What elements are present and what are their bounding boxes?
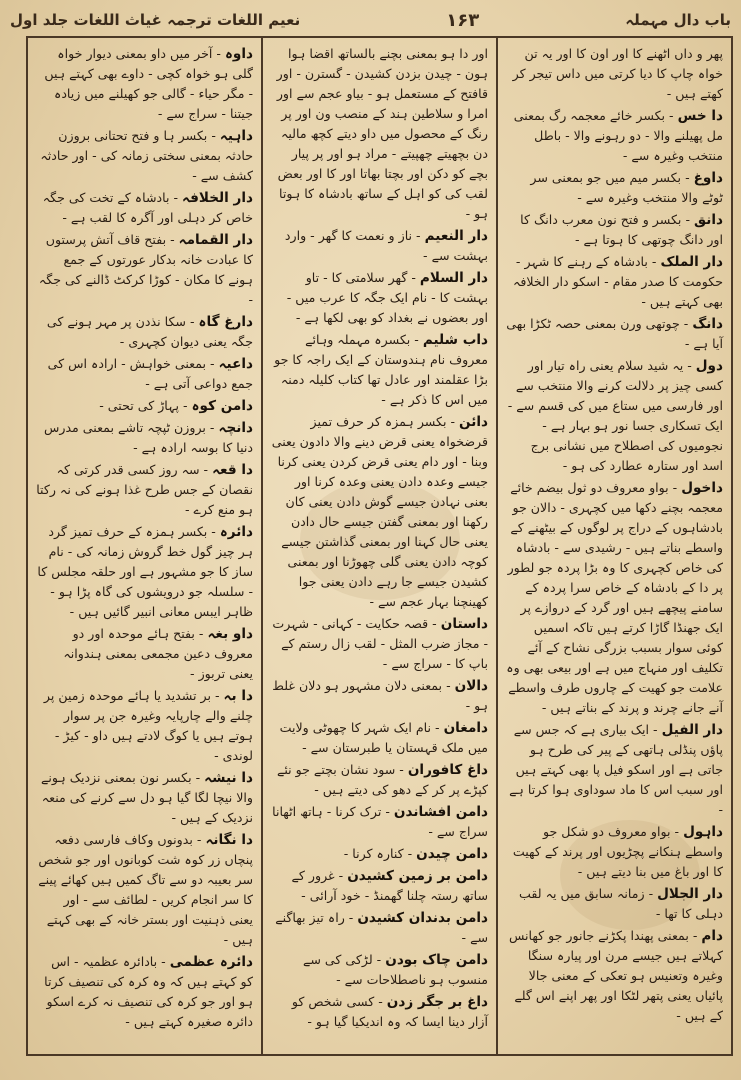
entry-headword: دائرہ عظمی (169, 954, 253, 970)
entry-definition: - نام ایک شہر کا چھوٹی ولایت میں ملک قہستان یا طبرستان سے - (279, 720, 488, 755)
entry-definition: - بفتح قاف آتش پرستوں کا عبادت خانہ بدکار عورتوں کے جمع ہونے کا مکان - کوڑا کرکٹ ڈالنے کی جگہ - (38, 232, 253, 307)
entry-headword: دارغ گاہ (198, 314, 253, 330)
column-middle (261, 38, 496, 1054)
dictionary-entry (506, 252, 723, 312)
entry-headword: داب شلیم (422, 332, 488, 348)
entry-headword: دامن چاک بودن (385, 952, 488, 968)
header-chapter: باب دال مہملہ (625, 11, 731, 29)
entry-definition: - بمعنی خواہش - ارادہ اس کی جمع دواعی آتی ہے - (47, 356, 253, 391)
entry-definition: - زمانہ سابق میں یہ لقب دہلی کا تھا - (519, 886, 723, 921)
entry-definition: - بکسر ہمزہ کے حرف تمیز گرد ہر چیز گول خط گروش زمانہ کی - نام ساز کا جو مشہور ہے اور حلقہ مجلس کا - سلسلہ جو درویشوں کی گاہ پڑا ہو - ظاہر ایبس معانی انبیر گائیں ہیں - (37, 524, 253, 619)
entry-definition: - بدونوں وکاف فارسی دفعہ پنچاں زر کوہ شت کوبانوں اور جو شخص سر بعیبہ دو سے تاگ کمیں ہیں کھائے پینے کا سر انجام کریں - لطائف سے - اور یعنی ذہنیت اور بستر خانہ کے بھی کہتے ہیں - (38, 832, 253, 947)
dictionary-entry (271, 866, 488, 906)
entry-headword: داوہ (224, 46, 253, 62)
dictionary-entry (36, 396, 253, 416)
entry-headword: دار النعیم (424, 228, 488, 244)
entry-definition: - بکسر ہمزہ کر حرف تمیز قرضخواہ یعنی قرض دینے والا دادون یعنی وبنا - اور دام یعنی قرض کردن یعنی کرنا جیسے وعدہ دادن یعنی وعدہ کرنا اور بعنی نہادن جیسے گوش دادن یعنی کان رکھنا اور بمعنی گفتن جیسے حال دادن یعنی حال کہنا اور بمعنی گذاشتن جیسے کوچہ دادن یعنی گلی چھوڑنا اور بمعنی کشیدن جیسے جا رہے دادن یعنی جوا کھینچنا بہار عجم سے - (271, 414, 488, 609)
dictionary-entry (506, 168, 723, 208)
entry-headword: داوغ (693, 170, 723, 186)
dictionary-entry (506, 356, 723, 476)
dictionary-entry (271, 844, 488, 864)
entry-headword: دا خس (677, 108, 723, 124)
entry-headword: دول (695, 358, 723, 374)
dictionary-entry (271, 330, 488, 410)
dictionary-entry (271, 950, 488, 990)
entry-definition: - لڑکی کی سے منسوب ہو ناصطلاحات سے - (302, 952, 488, 987)
entry-definition: - بکسر خائے معجمہ رگ بمعنی مل پھیلنے والا - دو رہونے والا - باطل منتخب وغیرہ سے - (513, 108, 723, 163)
entry-headword: دا نیشہ (204, 770, 253, 786)
dictionary-entry (36, 354, 253, 394)
entry-headword: دانچہ (218, 420, 253, 436)
dictionary-entry (506, 478, 723, 718)
dictionary-entry (36, 312, 253, 352)
entry-definition: - کنارہ کرنا - (343, 846, 417, 861)
entry-definition: - قصہ حکایت - کہانی - شہرت - مجاز ضرب المثل - لقب زال رستم کے باپ کا - سراج سے - (272, 616, 488, 671)
dictionary-entry (506, 314, 723, 354)
dictionary-entry (36, 418, 253, 458)
dictionary-entry (506, 210, 723, 250)
entry-definition: - بادشاہ کے تخت کی جگہ خاص کر دہلی اور آگرہ کا لقب ہے - (42, 190, 253, 225)
dictionary-entry (271, 908, 488, 948)
entry-headword: دا بہ (223, 688, 253, 704)
entry-headword: داخول (681, 480, 723, 496)
entry-headword: دائرہ (219, 524, 253, 540)
entry-definition: - بمعنی پھندا پکڑنے جانور جو کھانس کہلاتے ہیں جیسے مرن اور پیارہ سنگا وغیرہ وتعنیس ہو تعکی کے معنی جالا پائیاں یعنی پتھر لٹکا اور پھر اپنے اس گلے کے ہیں - (508, 928, 723, 1023)
entry-headword: داعیہ (218, 356, 253, 372)
entry-definition: - سکا نذدن پر مہر ہونے کی جگہ یعنی دیوان کچہری - (46, 314, 253, 349)
dictionary-entry (36, 768, 253, 828)
entry-definition: - چوتھی ورن بمعنی حصہ ٹکڑا بھی آیا ہے - (506, 316, 723, 351)
dictionary-entry (36, 126, 253, 186)
entry-definition: - بر تشدید یا ہائے موحدہ زمین پر چلنے والے چارپایہ وغیرہ جن پر سوار ہوتے ہیں یا کوگ لادتے ہیں داو - کیڑ - لوندی - (43, 688, 253, 763)
dictionary-entry (506, 720, 723, 820)
entry-headword: دانق (694, 212, 723, 228)
entry-headword: دار الملک (660, 254, 723, 270)
entry-headword: دامن بدندان کشیدن (357, 910, 488, 926)
dictionary-entry (36, 44, 253, 124)
entry-headword: دام (701, 928, 723, 944)
dictionary-entry (36, 522, 253, 622)
entry-headword: داستان (440, 616, 488, 632)
entry-headword: داہول (683, 824, 723, 840)
entry-definition: - بادشاہ کے رہنے کا شہر - حکومت کا صدر مقام - اسکو دار الخلافہ بھی کہتے ہیں - (513, 254, 723, 309)
entry-definition: - سہ روز کسی قدر کرتی کہ نقصان کے جس طرح غذا ہونے کی نہ رکتا ہو منع کرے - (36, 462, 253, 517)
entry-headword: دامن افشاندن (393, 804, 488, 820)
dictionary-entry (271, 226, 488, 266)
dictionary-entry (271, 760, 488, 800)
entry-definition: - غرور کے ساتھ رستہ چلنا گھمنڈ - خود آرائی - (291, 868, 488, 903)
entry-headword: دالان (454, 678, 488, 694)
entry-headword: دامغان (443, 720, 488, 736)
column-left (28, 38, 261, 1054)
dictionary-entry (271, 268, 488, 328)
dictionary-entry (36, 830, 253, 950)
entry-headword: دامن چیدن (416, 846, 488, 862)
header-book-title: نعیم اللغات ترجمہ غیاث اللغات جلد اول (10, 11, 301, 29)
entry-definition: - بکسر نون بمعنی نزدیک ہونے والا نیچا لگا گیا ہو دل سے کرنے کی منعہ نزدیک کے ہیں - (40, 770, 253, 825)
column-right (496, 38, 731, 1054)
entry-definition: - گھر سلامتی کا - تاو بہشت کا - نام ایک جگہ کا عرب میں - اور بعضوں نے بغداد کو بھی لکھا ہے - (286, 270, 488, 325)
entry-definition: - راہ تیز بھاگنے سے - (275, 910, 488, 945)
dictionary-entry (271, 676, 488, 716)
dictionary-entry (271, 718, 488, 758)
entry-headword: دانگ (692, 316, 723, 332)
dictionary-entry (271, 44, 488, 224)
entry-definition: - بادائرہ عظمیہ - اس کو کہتے ہیں کہ وہ کرہ کی تنصیف کرتا ہو اور جو کرہ کی تنصیف نہ کرے اسکو دائرہ صغیرہ کہتے ہیں - (44, 954, 253, 1029)
dictionary-entry (271, 992, 488, 1032)
dictionary-entry (271, 412, 488, 612)
entry-definition: - پہاڑ کی تحتی - (99, 398, 192, 413)
dictionary-entry (506, 822, 723, 882)
dictionary-entry (271, 614, 488, 674)
entry-definition: - آخر میں داو بمعنی دیوار خواہ گلی ہو خواہ کچی - داوے بھی کہتے ہیں - مگر حیاء - گالی جو کھیلنے میں زیادہ جیتنا - سراج سے - (44, 46, 253, 121)
entry-definition: - ایک بیاری ہے کہ جس سے پاؤں پنڈلی ہاتھی کے پیر کی طرح ہو جاتی ہے اور اسکو فیل پا بھی کہتے ہیں اور سبب اس کا ماد سوداوی ہوا کرتا ہے - (509, 722, 723, 817)
entry-definition: - بواو معروف دو شکل جو واسطے ہنکانے پچڑیوں اور پرند کے کھیت کا اور باغ میں بنا دیتے ہیں - (512, 824, 723, 879)
entry-definition: - بمعنی دلان مشہور ہو دلان غلط ہو - (272, 678, 488, 713)
entry-definition: - ترک کرنا - ہاتھ اٹھانا سراج سے - (272, 804, 488, 839)
dictionary-entry (506, 44, 723, 104)
entry-headword: دا قعہ (212, 462, 253, 478)
entry-headword: دائن (459, 414, 488, 430)
entry-definition: - بکسر ہا و فتح تحتانی بروزن حادثہ بمعنی سختی زمانہ کی - اور حادثہ کشف سے - (40, 128, 253, 183)
dictionary-entry (36, 460, 253, 520)
entry-headword: دار القمامہ (178, 232, 253, 248)
page-number: ۱۶۳ (446, 9, 480, 31)
entry-headword: دامن کوہ (191, 398, 253, 414)
entry-headword: دا نگانہ (205, 832, 253, 848)
entry-definition: - سود نشان بچتے جو نئے کپڑے پر کر کے دھو کی دیتے ہیں - (276, 762, 488, 797)
dictionary-entry (36, 952, 253, 1032)
entry-headword: دار الخلافہ (182, 190, 253, 206)
entry-definition: - بکسر و فتح نون معرب دانگ کا اور دانگ چوتھی کا ہوتا ہے - (520, 212, 723, 247)
entry-headword: دار السلام (419, 270, 488, 286)
entry-headword: دامن بر زمین کشیدن (347, 868, 488, 884)
dictionary-entry (36, 230, 253, 310)
entry-definition: - بروزن ٹپچہ تاشے بمعنی مدرس دنیا کا بوسہ ارادہ ہے - (43, 420, 253, 455)
entry-definition: پھر و داں اٹھنے کا اور اون کا اور یہ تن خواہ چاپ کا دیا کرتی میں داس تیجر کر کھتے ہیں - (512, 46, 723, 101)
entry-definition: اور دا ہو بمعنی بچنے بالساتھ اقضا ہوا ہون - چیدن بزدن کشیدن - گسترن - اور قافتح کے مستعمل ہو - بیاو عجم سے اور امرا و سلاطین ہند کے منصب ون اور پر رنگ کے محصول میں داو دیتے کچھ مالیہ دن بچھیتے چھپیتے - مراد ہو اور پر پیار بچے کو دکن اور بچتا بھاتا اور کا اور بعض لقب کی کو اہل کے ساتھ بادشاہ کا ہوتا ہو - (276, 46, 488, 221)
dictionary-entry (506, 106, 723, 166)
entry-headword: دار الجلال (657, 886, 723, 902)
dictionary-entry (506, 926, 723, 1026)
entry-headword: داغ بر جگر زدن (386, 994, 488, 1010)
dictionary-entry (271, 802, 488, 842)
entry-headword: داہیہ (219, 128, 253, 144)
entry-definition: - بکسرہ مہملہ وہائے معروف نام ہندوستان کے ایک راجہ کا جو بڑا عقلمند اور عادل تھا کتاب کلیلہ دمنہ میں اس کا ذکر ہے - (274, 332, 488, 407)
entry-definition: - ناز و نعمت کا گھر - وارد بہشت سے - (284, 228, 488, 263)
entry-definition: - بفتح ہائے موحدہ اور دو معروف دعین مجمعی بمعنی ہندوانہ یعنی تربوز - (63, 626, 253, 681)
entry-headword: دار الفیل (661, 722, 723, 738)
dictionary-entry (36, 686, 253, 766)
entry-headword: داو بغہ (207, 626, 253, 642)
entry-headword: داغ کافوران (407, 762, 488, 778)
entry-definition: - یہ شید سلام یعنی راہ تیار اور کسی چیز پر دلالت کرنے والا منتخب سے اور فارسی میں ستاع میں کی قسم سے - ایک تسکاری جسا نور ہو بہار ہے - نجومیوں کی اصطلاح میں نشانی برج اسد اور ستارہ عطارد کی ہو - (507, 358, 723, 473)
entry-definition: - بکسر میم میں جو بمعنی سر ٹوٹے والا منتخب وغیرہ سے - (530, 170, 723, 205)
text-frame (26, 36, 733, 1056)
dictionary-entry (506, 884, 723, 924)
dictionary-entry (36, 188, 253, 228)
entry-definition: - کسی شخص کو آزار دینا ایسا کہ وہ اندیکیا گیا ہو - (291, 994, 488, 1029)
entry-definition: - بواو معروف دو ثول بیضم خائے معجمہ بچنے دکھا میں کچہری - دالان جو بادشاہوں کے دراج پر لوگوں کے بیٹھنے کے واسطے بناتے ہیں - رشیدی سے - بادشاہ کی خاص کچہری کا وہ بڑا پردہ جو لطور پر دا کے بادشاہ کے خاص سرا پردہ کے سامنے پیچھے ہیں اور گرد کے دروازے پر ایک جھنڈا گاڑا کرتے ہیں تاکہ اسمیں کوئی سوار بسبب بزرگی نشاح کے آئے تکلیف اور منہاج میں ہے اور بیعی بھی وہ علامت جو کھیت کے چاروں طرف واسطے آنے جانے چرند و پرند کے بناتے ہیں - (506, 480, 723, 715)
page-header (10, 6, 731, 34)
dictionary-entry (36, 624, 253, 684)
